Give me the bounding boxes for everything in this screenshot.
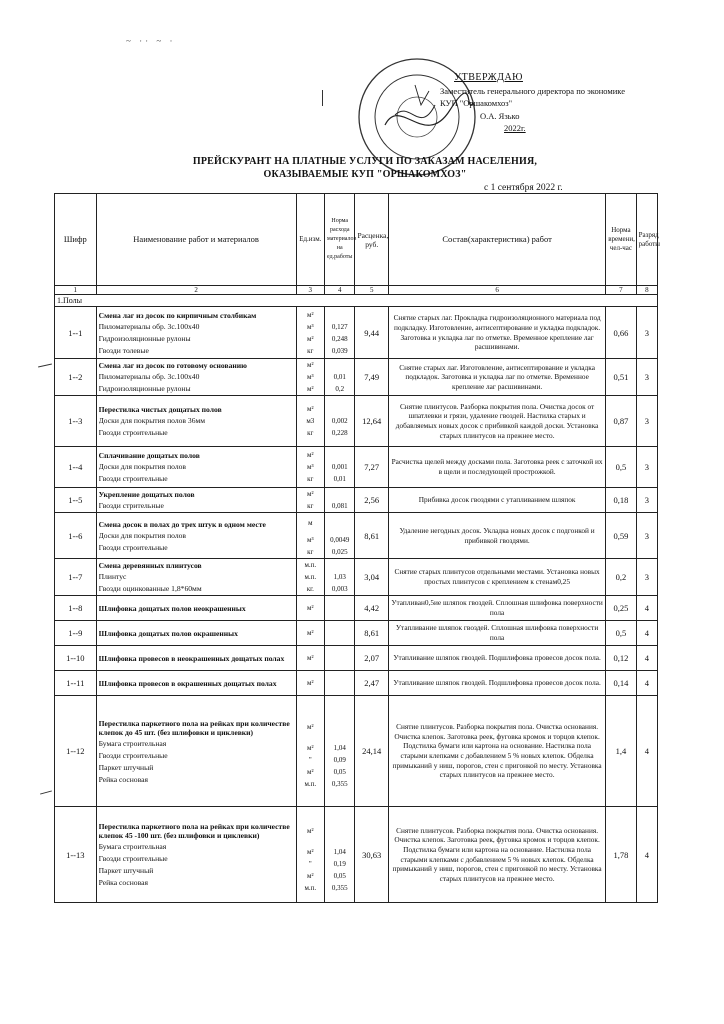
row-description: Утапливание шляпок гвоздей. Сплошная шлифовка поверхности пола [388,621,605,646]
row-grade: 3 [636,447,657,488]
work-norm-blank [327,449,352,461]
material-norm: 0,19 [333,859,346,868]
margin-mark [40,790,52,794]
material-norm: 0,001 [331,463,348,471]
row-name-cell [96,807,296,903]
row-description: Снятие старых лаг. Прокладка гидроизоляционного материала под подкладку. Изготовление, антисептирование и укладка подкладок. Заготовка и укладка лаг по отметке. Временное крепление лаг расшивинами. [388,307,605,359]
material-unit: м3 [306,417,315,425]
material-norm: 0,01 [333,373,346,381]
row-unit-cell [296,621,324,646]
row-unit-cell [296,559,324,596]
table-row [55,513,658,559]
material-norm: 0,01 [333,475,346,483]
column-number-row [55,286,658,295]
row-time-norm: 0,51 [606,359,636,396]
row-name-cell [96,596,296,621]
row-norm-cell [325,621,355,646]
section-row [55,295,658,307]
row-name-cell [96,646,296,671]
row-name-cell [96,447,296,488]
approval-name: О.А. Язько [480,110,520,121]
effective-date: с 1 сентября 2022 г. [484,183,563,193]
work-title: Перестилка паркетного пола на рейках при количестве клепок 45 -100 шт. (без шлифовки и циклевки) [98,822,290,840]
material-unit: м² [307,334,314,343]
row-name-cell [96,359,296,396]
material-unit: м³ [307,463,314,471]
material-name: Гвозди строительные [98,750,168,760]
row-time-norm: 0,87 [606,396,636,447]
work-title: Шлифовка дощатых полов неокрашенных [98,604,246,613]
row-code: 1--12 [55,696,97,807]
col-number: 4 [325,286,355,295]
col-desc: Состав(характеристика) работ [388,194,605,286]
material-unit: кг [307,429,314,437]
row-name-cell [96,559,296,596]
material-norm: 0,003 [331,585,348,593]
material-name: Пиломатериалы обр. 3с.100х40 [98,372,200,381]
row-code: 1--3 [55,396,97,447]
work-norm-blank [327,559,352,571]
header-row [55,194,658,286]
row-description: Утапливан0,5ие шляпок гвоздей. Сплошная шлифовка поверхности пола [388,596,605,621]
row-code: 1--10 [55,646,97,671]
approval-position: Заместитель генерального директора по экономике [440,85,625,96]
work-unit: м² [307,654,314,662]
row-price: 8,61 [355,513,389,559]
row-time-norm: 0,66 [606,307,636,359]
material-name: Гвозди оцинкованные 1,8*60мм [98,584,202,593]
material-name: Доски для покрытия полов 36мм [98,416,206,425]
col-norm: Норма расхода материалов на ед.работы [325,194,355,286]
row-time-norm: 0,2 [606,559,636,596]
row-code: 1--13 [55,807,97,903]
row-grade: 3 [636,359,657,396]
material-name: Пиломатериалы обр. 3с.100х40 [98,321,200,331]
row-norm-cell [325,447,355,488]
row-code: 1--1 [55,307,97,359]
col-number: 5 [355,286,389,295]
material-unit: м² [307,768,314,776]
material-norm: 0,05 [333,871,346,880]
row-time-norm: 0,5 [606,447,636,488]
material-unit: м.п. [304,883,317,892]
table-row [55,359,658,396]
row-norm-cell [325,307,355,359]
work-norm-blank [327,309,352,321]
row-price: 7,49 [355,359,389,396]
row-description: Утапливание шляпок гвоздей. Подшлифовка провесов досок пола. [388,671,605,696]
row-price: 4,42 [355,596,389,621]
row-code: 1--5 [55,488,97,513]
row-norm-cell [325,513,355,559]
col-unit: Ед.изм. [296,194,324,286]
work-title: Смена лаг из досок по кирпичным столбикам [98,310,257,320]
row-time-norm: 0,12 [606,646,636,671]
row-unit-cell [296,696,324,807]
price-table [54,193,658,903]
row-name-cell [96,621,296,646]
material-norm: 0,05 [333,768,346,776]
approval-title: УТВЕРЖДАЮ [454,72,523,83]
work-unit: м² [307,679,314,687]
work-unit: м² [307,405,314,413]
work-title: Шлифовка провесов в неокрашенных дощатых полах [98,654,285,663]
material-unit: м³ [307,373,314,381]
row-code: 1--2 [55,359,97,396]
row-unit-cell [296,447,324,488]
work-norm-blank [327,403,352,415]
approval-org: КУП "Оршакомхоз" [440,98,513,108]
work-title: Перестилка чистых дощатых полов [98,405,222,414]
material-name: Гвозди толевые [98,345,149,355]
work-unit: м² [307,723,314,731]
section-title: 1.Полы [55,295,658,307]
row-unit-cell [296,646,324,671]
row-code: 1--8 [55,596,97,621]
row-grade: 3 [636,559,657,596]
material-norm: 0,0049 [330,536,350,544]
table-row [55,307,658,359]
row-unit-cell [296,488,324,513]
work-norm-blank [327,816,352,846]
material-name: Плинтус [98,572,127,581]
row-price: 7,27 [355,447,389,488]
table-row [55,696,658,807]
row-name-cell [96,396,296,447]
row-norm-cell [325,696,355,807]
material-unit: " [308,756,312,764]
row-name-cell [96,696,296,807]
row-price: 24,14 [355,696,389,807]
row-time-norm: 0,59 [606,513,636,559]
material-unit: кг. [306,585,314,593]
material-unit: " [308,859,312,868]
row-grade: 3 [636,307,657,359]
row-norm-cell [325,488,355,513]
material-unit: кг [307,346,314,355]
material-unit: кг [307,502,314,510]
row-grade: 4 [636,646,657,671]
row-time-norm: 1,78 [606,807,636,903]
work-norm-blank [327,359,352,371]
table-row [55,559,658,596]
table-row [55,671,658,696]
row-norm-cell [325,807,355,903]
margin-bar [322,90,323,106]
row-unit-cell [296,513,324,559]
row-name-cell [96,307,296,359]
row-unit-cell [296,671,324,696]
material-name: Гвозди стрительные [98,501,164,510]
row-name-cell [96,513,296,559]
work-title: Перестилка паркетного пола на рейках при количестве клепок до 45 шт. (без шлифовки и циклевки) [98,718,290,737]
row-code: 1--4 [55,447,97,488]
row-price: 2,47 [355,671,389,696]
work-unit: м² [307,604,314,612]
material-norm: 1,04 [333,847,346,856]
work-title: Смена деревянных плинтусов [98,561,202,570]
table-row [55,488,658,513]
row-description: Снятие старых плинтусов отдельными местами. Установка новых простых плинтусов с креплением к стенам0,25 [388,559,605,596]
material-unit: м² [307,871,314,880]
approval-block [440,72,625,135]
row-grade: 4 [636,696,657,807]
row-norm-cell [325,559,355,596]
col-grade: Разряд работы [636,194,657,286]
row-norm-cell [325,396,355,447]
table-row [55,621,658,646]
row-time-norm: 1,4 [606,696,636,807]
col-number: 8 [636,286,657,295]
row-code: 1--9 [55,621,97,646]
material-name: Гидроизоляционные рулоны [98,333,191,343]
material-unit: м³ [307,536,314,544]
material-unit: м.п. [304,780,317,788]
col-time: Норма времени, чел-час [606,194,636,286]
document-title-line1: ПРЕЙСКУРАНТ НА ПЛАТНЫЕ УСЛУГИ ПО ЗАКАЗАМ НАСЕЛЕНИЯ, [192,156,538,167]
row-grade: 3 [636,513,657,559]
row-grade: 4 [636,621,657,646]
row-grade: 4 [636,671,657,696]
row-time-norm: 0,18 [606,488,636,513]
material-norm: 0,002 [331,417,348,425]
row-description: Удаление негодных досок. Укладка новых досок с подгонкой и прибивкой гвоздями. [388,513,605,559]
table-row [55,646,658,671]
work-norm-blank [327,488,352,500]
row-description: Снятие плинтусов. Разборка покрытия пола. Очистка досок от шпатлевки и грязи, удаление гвоздей. Настилка старых и добавляемых новых досок с прибивкой каждой доски. Установка старых плинтусов на прежнее место. [388,396,605,447]
material-norm: 0,2 [335,385,345,393]
material-norm: 0,039 [331,346,348,355]
material-name: Паркет штучный [98,762,154,772]
material-name: Паркет штучный [98,866,154,875]
col-price: Расценка, руб. [355,194,389,286]
row-grade: 3 [636,488,657,513]
work-title: Шлифовка дощатых полов окрашенных [98,629,238,638]
margin-mark [38,364,52,368]
material-norm: 0,248 [331,334,348,343]
row-description: Расчистка щелей между досками пола. Заготовка реек с заточкой их в щели и последующей прострожкой. [388,447,605,488]
work-unit: м² [307,361,314,369]
table-row [55,447,658,488]
work-unit: м.п. [304,561,317,569]
row-description: Утапливание шляпок гвоздей. Подшлифовка провесов досок пола. [388,646,605,671]
material-norm: 0,355 [331,780,348,788]
material-norm: 0,127 [331,322,348,331]
material-unit: кг [307,548,314,556]
material-norm: 0,355 [331,883,348,892]
work-title: Шлифовка провесов в окрашенных дощатых полах [98,679,277,688]
table-row [55,596,658,621]
work-title: Смена лаг из досок по готовому основанию [98,361,247,370]
work-unit: м² [307,310,314,319]
row-description: Снятие плинтусов. Разборка покрытия пола. Очистка основания. Очистка клепок. Заготовка реек, фуговка кромок и торцов клепок. Подстилка бумаги или картона на основание. Настилка пола старыми клепками с добавлением 5 % новых клепок. Обделка примыканий у ниш, порогов, стен с пригонкой по месту. Установка старых плинтусов на прежнее место. [388,807,605,903]
material-unit: кг [307,475,314,483]
material-unit: м.п. [304,573,317,581]
material-unit: м³ [307,322,314,331]
work-unit: м² [307,490,314,498]
material-norm: 1,03 [333,573,346,581]
scan-marks: ~ ·· ~ · [126,36,176,46]
material-norm: 0,09 [333,756,346,764]
col-number: 2 [96,286,296,295]
material-unit: м² [307,847,314,856]
row-code: 1--11 [55,671,97,696]
row-norm-cell [325,671,355,696]
table-row [55,396,658,447]
row-grade: 3 [636,396,657,447]
col-name: Наименование работ и материалов [96,194,296,286]
approval-year: 2022г. [504,123,526,133]
row-norm-cell [325,596,355,621]
material-name: Доски для покрытия полов [98,530,186,540]
work-norm-blank [327,513,352,534]
material-name: Бумага строительная [98,738,167,748]
row-description: Прибивка досок гвоздями с утапливанием шляпок [388,488,605,513]
material-unit: м² [307,744,314,752]
col-code: Шифр [55,194,97,286]
document-title-line2: ОКАЗЫВАЕМЫЕ КУП "ОРШАКОМХОЗ" [263,169,467,180]
material-name: Доски для покрытия полов [98,462,186,471]
row-unit-cell [296,596,324,621]
row-price: 2,07 [355,646,389,671]
row-description: Снятие старых лаг. Изготовление, антисептирование и укладка подкладок. Заготовка и укладка лаг по отметке. Временное крепление лаг расшивинами. [388,359,605,396]
row-price: 12,64 [355,396,389,447]
material-norm: 0,081 [331,502,348,510]
material-name: Гидроизоляционные рулоны [98,384,191,393]
row-time-norm: 0,25 [606,596,636,621]
material-name: Бумага строительная [98,842,167,851]
work-unit: м² [307,826,314,835]
row-price: 3,04 [355,559,389,596]
material-norm: 0,228 [331,429,348,437]
material-name: Гвозди строительные [98,474,168,483]
col-number: 6 [388,286,605,295]
col-number: 3 [296,286,324,295]
row-norm-cell [325,359,355,396]
row-name-cell [96,488,296,513]
work-title: Укрепление дощатых полов [98,490,195,499]
material-name: Гвозди строительные [98,542,168,552]
row-unit-cell [296,307,324,359]
table-body [55,295,658,903]
material-name: Гвозди строительные [98,854,168,863]
work-title: Сплачивание дощатых полов [98,451,200,460]
work-unit: м² [307,451,314,459]
row-time-norm: 0,14 [606,671,636,696]
material-norm: 0,025 [331,548,348,556]
work-norm-blank [327,712,352,742]
row-unit-cell [296,359,324,396]
row-code: 1--6 [55,513,97,559]
row-price: 8,61 [355,621,389,646]
col-number: 1 [55,286,97,295]
material-name: Рейка сосновая [98,774,148,784]
row-time-norm: 0,5 [606,621,636,646]
row-price: 9,44 [355,307,389,359]
material-name: Рейка сосновая [98,878,148,887]
col-number: 7 [606,286,636,295]
row-norm-cell [325,646,355,671]
material-norm: 1,04 [333,744,346,752]
row-grade: 4 [636,807,657,903]
row-unit-cell [296,396,324,447]
row-price: 30,63 [355,807,389,903]
work-unit: м [308,519,313,527]
row-description: Снятие плинтусов. Разборка покрытия пола. Очистка основания. Очистка клепок. Заготовка реек, фуговка кромок и торцов клепок. Подстилка бумаги или картона на основание. Настилка пола старыми клепками с добавлением 5 % новых клепок. Обделка примыканий у ниш, порогов, стен с пригонкой по месту. Установка старых плинтусов на прежнее место. [388,696,605,807]
material-name: Гвозди строительные [98,428,168,437]
row-unit-cell [296,807,324,903]
material-unit: м² [307,385,314,393]
row-price: 2,56 [355,488,389,513]
work-title: Смена досок в полах до трех штук в одном месте [98,519,266,529]
row-code: 1--7 [55,559,97,596]
row-grade: 4 [636,596,657,621]
row-name-cell [96,671,296,696]
table-row [55,807,658,903]
work-unit: м² [307,629,314,637]
